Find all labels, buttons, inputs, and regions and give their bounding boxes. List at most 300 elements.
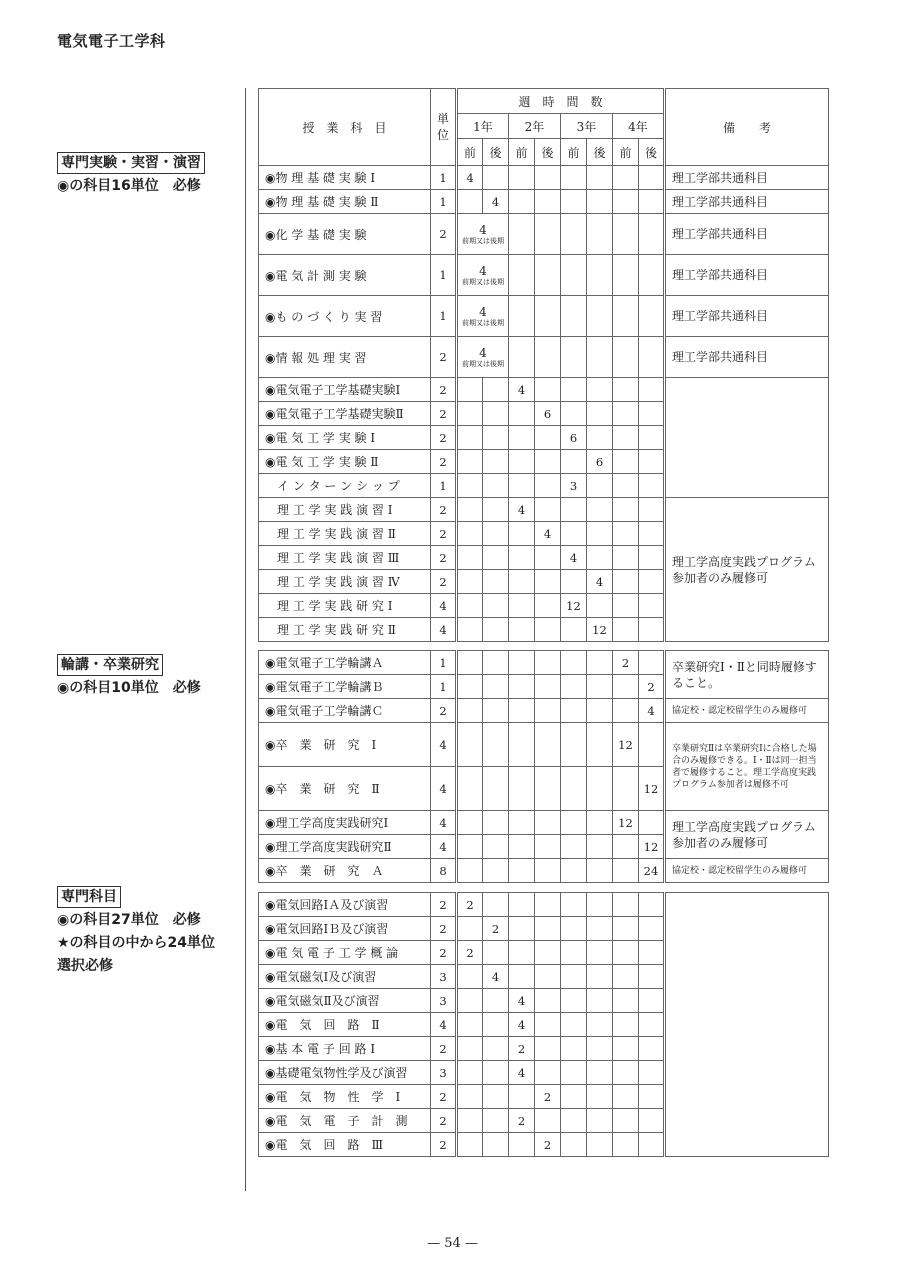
unit-count: 1	[431, 190, 457, 214]
hours-cell	[509, 699, 535, 723]
header-year-1: 1年	[457, 114, 509, 139]
hours-cell	[613, 1085, 639, 1109]
hours-cell	[483, 699, 509, 723]
unit-count: 1	[431, 166, 457, 190]
hours-cell: 4	[509, 378, 535, 402]
hours-cell	[509, 917, 535, 941]
hours-cell	[561, 402, 587, 426]
remark-cell: 協定校・認定校留学生のみ履修可	[665, 859, 829, 883]
hours-cell	[483, 675, 509, 699]
hours-cell	[457, 522, 483, 546]
hours-cell	[639, 1133, 665, 1157]
hours-cell	[561, 1109, 587, 1133]
hours-cell	[483, 723, 509, 767]
hours-cell	[535, 835, 561, 859]
hours-cell	[613, 1061, 639, 1085]
hours-cell: 4	[509, 989, 535, 1013]
hours-either-semester	[457, 255, 509, 296]
hours-cell	[613, 522, 639, 546]
unit-count: 2	[431, 450, 457, 474]
hours-cell	[535, 723, 561, 767]
hours-cell	[639, 214, 665, 255]
hours-cell: 4	[509, 498, 535, 522]
hours-cell	[509, 522, 535, 546]
hours-cell	[457, 378, 483, 402]
hours-cell: 2	[535, 1085, 561, 1109]
hours-cell	[457, 767, 483, 811]
hours-cell	[535, 214, 561, 255]
hours-cell: 4	[483, 965, 509, 989]
hours-cell	[613, 1013, 639, 1037]
hours-cell	[483, 570, 509, 594]
hours-cell	[509, 723, 535, 767]
unit-count: 2	[431, 337, 457, 378]
hours-cell	[639, 337, 665, 378]
unit-count: 2	[431, 546, 457, 570]
table-row	[259, 166, 829, 190]
header-weekly-hours: 週 時 間 数	[457, 89, 665, 114]
hours-cell	[535, 474, 561, 498]
unit-count: 2	[431, 699, 457, 723]
hours-cell	[561, 166, 587, 190]
subject-name: 理 工 学 実 践 演 習 Ⅱ	[259, 522, 431, 546]
hours-cell	[639, 1061, 665, 1085]
hours-note: 前期又は後期	[462, 236, 504, 245]
hours-cell	[561, 893, 587, 917]
hours-cell	[561, 1133, 587, 1157]
hours-cell	[587, 675, 613, 699]
hours-cell	[535, 917, 561, 941]
hours-cell	[457, 498, 483, 522]
hours-cell	[613, 378, 639, 402]
hours-cell	[613, 166, 639, 190]
subject-name: ◉電 気 回 路 Ⅱ	[259, 1013, 431, 1037]
hours-cell	[587, 402, 613, 426]
hours-cell	[587, 522, 613, 546]
hours-cell	[457, 450, 483, 474]
unit-count: 2	[431, 917, 457, 941]
section-title: 輪講・卒業研究	[57, 654, 163, 676]
page-number: — 54 —	[427, 1236, 478, 1251]
hours-cell: 12	[561, 594, 587, 618]
unit-count: 1	[431, 474, 457, 498]
hours-cell	[509, 1133, 535, 1157]
hours-cell	[639, 1037, 665, 1061]
unit-count: 4	[431, 835, 457, 859]
hours-cell	[613, 190, 639, 214]
unit-count: 2	[431, 1085, 457, 1109]
hours-cell	[639, 594, 665, 618]
subject-name: ◉電気回路ⅠＢ及び演習	[259, 917, 431, 941]
hours-cell	[639, 190, 665, 214]
hours-cell	[483, 1133, 509, 1157]
unit-count: 2	[431, 1133, 457, 1157]
hours-value: 4	[479, 222, 487, 237]
hours-cell	[457, 546, 483, 570]
hours-cell	[535, 337, 561, 378]
unit-count: 4	[431, 1013, 457, 1037]
hours-cell	[509, 570, 535, 594]
hours-cell	[587, 337, 613, 378]
hours-cell	[587, 767, 613, 811]
hours-cell	[613, 618, 639, 642]
header-semester: 前	[561, 139, 587, 166]
subject-name: 理 工 学 実 践 演 習 Ⅳ	[259, 570, 431, 594]
hours-cell	[457, 594, 483, 618]
subject-name: ◉電 気 回 路 Ⅲ	[259, 1133, 431, 1157]
hours-cell	[509, 835, 535, 859]
subject-name: ◉電気回路ⅠＡ及び演習	[259, 893, 431, 917]
hours-cell	[483, 474, 509, 498]
hours-cell	[613, 546, 639, 570]
hours-cell	[613, 474, 639, 498]
hours-cell	[613, 1133, 639, 1157]
hours-cell	[587, 699, 613, 723]
hours-cell: 4	[587, 570, 613, 594]
hours-cell	[509, 941, 535, 965]
hours-either-semester	[457, 296, 509, 337]
hours-cell	[509, 296, 535, 337]
hours-cell	[535, 893, 561, 917]
hours-cell	[457, 699, 483, 723]
subject-name: 理 工 学 実 践 研 究 Ⅰ	[259, 594, 431, 618]
subject-name: ◉情 報 処 理 実 習	[259, 337, 431, 378]
table-row	[259, 651, 829, 675]
hours-cell: 2	[509, 1037, 535, 1061]
remark-cell: 理工学高度実践プログラム参加者のみ履修可	[665, 811, 829, 859]
hours-cell	[561, 378, 587, 402]
hours-cell	[639, 941, 665, 965]
hours-cell	[483, 1037, 509, 1061]
hours-cell: 12	[613, 811, 639, 835]
remark-cell: 理工学部共通科目	[665, 337, 829, 378]
hours-cell	[535, 498, 561, 522]
hours-cell	[561, 835, 587, 859]
hours-cell	[483, 618, 509, 642]
unit-count: 1	[431, 675, 457, 699]
hours-cell	[457, 835, 483, 859]
hours-cell	[561, 618, 587, 642]
section-label-seminar	[57, 654, 201, 700]
table-row	[259, 893, 829, 917]
hours-cell: 2	[613, 651, 639, 675]
department-title: 電気電子工学科	[57, 32, 166, 50]
subject-name: ◉電 気 工 学 実 験 Ⅱ	[259, 450, 431, 474]
hours-cell	[535, 941, 561, 965]
subject-name: ◉基 本 電 子 回 路 Ⅰ	[259, 1037, 431, 1061]
curriculum-table-seminar	[258, 650, 829, 883]
hours-cell	[639, 546, 665, 570]
hours-cell	[457, 1109, 483, 1133]
hours-cell	[561, 651, 587, 675]
hours-cell	[613, 859, 639, 883]
hours-cell: 12	[639, 835, 665, 859]
hours-cell	[639, 474, 665, 498]
hours-cell	[613, 941, 639, 965]
subject-name: 理 工 学 実 践 演 習 Ⅲ	[259, 546, 431, 570]
hours-cell	[509, 675, 535, 699]
hours-cell	[509, 811, 535, 835]
hours-cell	[613, 675, 639, 699]
hours-cell	[639, 989, 665, 1013]
unit-count: 2	[431, 893, 457, 917]
hours-cell	[561, 917, 587, 941]
unit-count: 1	[431, 651, 457, 675]
hours-cell	[509, 546, 535, 570]
hours-cell	[535, 166, 561, 190]
hours-cell	[509, 450, 535, 474]
table-row	[259, 378, 829, 402]
table-row	[259, 699, 829, 723]
hours-cell	[561, 1085, 587, 1109]
hours-cell	[457, 859, 483, 883]
hours-cell	[561, 337, 587, 378]
hours-cell	[561, 296, 587, 337]
hours-cell	[613, 296, 639, 337]
subject-name: ◉電気電子工学輪講Ｂ	[259, 675, 431, 699]
hours-either-semester	[457, 214, 509, 255]
hours-cell	[509, 965, 535, 989]
hours-cell	[457, 474, 483, 498]
subject-name: ◉電気磁気Ⅱ及び演習	[259, 989, 431, 1013]
hours-cell: 2	[457, 941, 483, 965]
hours-value: 4	[479, 263, 487, 278]
hours-cell	[509, 190, 535, 214]
unit-count: 2	[431, 522, 457, 546]
hours-cell	[587, 989, 613, 1013]
hours-cell	[613, 426, 639, 450]
hours-cell	[509, 337, 535, 378]
hours-cell	[613, 965, 639, 989]
subject-name: ◉電 気 電 子 計 測	[259, 1109, 431, 1133]
hours-cell	[457, 1133, 483, 1157]
hours-note: 前期又は後期	[462, 277, 504, 286]
hours-cell: 12	[613, 723, 639, 767]
hours-cell	[561, 723, 587, 767]
subject-name: ◉理工学高度実践研究Ⅰ	[259, 811, 431, 835]
unit-count: 2	[431, 941, 457, 965]
section-title: 専門科目	[57, 886, 121, 908]
unit-count: 1	[431, 255, 457, 296]
hours-cell: 4	[483, 190, 509, 214]
hours-cell	[509, 859, 535, 883]
unit-count: 4	[431, 594, 457, 618]
hours-cell	[639, 1109, 665, 1133]
hours-cell	[483, 835, 509, 859]
hours-cell	[535, 699, 561, 723]
hours-cell	[457, 811, 483, 835]
subject-name: ◉電 気 電 子 工 学 概 論	[259, 941, 431, 965]
hours-cell	[457, 1061, 483, 1085]
subject-name: ◉理工学高度実践研究Ⅱ	[259, 835, 431, 859]
hours-cell	[639, 618, 665, 642]
remark-cell: 理工学部共通科目	[665, 166, 829, 190]
section-title: 専門実験・実習・演習	[57, 152, 205, 174]
hours-cell: 6	[561, 426, 587, 450]
hours-cell	[561, 570, 587, 594]
table-row	[259, 214, 829, 255]
hours-cell	[483, 378, 509, 402]
hours-cell	[535, 426, 561, 450]
hours-cell: 2	[509, 1109, 535, 1133]
subject-name: ◉電気電子工学輪講Ａ	[259, 651, 431, 675]
hours-cell	[535, 378, 561, 402]
hours-cell	[639, 811, 665, 835]
section-requirement: ★の科目の中から24単位	[57, 935, 216, 951]
hours-cell	[587, 1085, 613, 1109]
hours-cell	[509, 166, 535, 190]
hours-cell	[561, 1013, 587, 1037]
subject-name: ◉物 理 基 礎 実 験 Ⅰ	[259, 166, 431, 190]
hours-cell	[561, 767, 587, 811]
unit-count: 8	[431, 859, 457, 883]
hours-cell	[639, 1085, 665, 1109]
hours-cell	[587, 723, 613, 767]
subject-name: ◉電気電子工学基礎実験Ⅱ	[259, 402, 431, 426]
subject-name: ◉電気磁気Ⅰ及び演習	[259, 965, 431, 989]
hours-cell	[587, 190, 613, 214]
hours-cell: 2	[639, 675, 665, 699]
table-row	[259, 190, 829, 214]
unit-count: 2	[431, 1109, 457, 1133]
hours-cell	[639, 965, 665, 989]
hours-cell	[483, 811, 509, 835]
hours-cell: 6	[535, 402, 561, 426]
hours-cell	[483, 1109, 509, 1133]
unit-count: 2	[431, 426, 457, 450]
hours-cell	[535, 255, 561, 296]
hours-cell	[483, 767, 509, 811]
hours-cell: 12	[587, 618, 613, 642]
hours-cell	[457, 1085, 483, 1109]
hours-cell	[587, 594, 613, 618]
curriculum-table-experiments	[258, 88, 829, 642]
hours-cell	[613, 835, 639, 859]
section-requirement: ◉の科目10単位 必修	[57, 680, 201, 696]
table-row	[259, 723, 829, 767]
header-semester: 後	[639, 139, 665, 166]
hours-cell	[535, 965, 561, 989]
hours-cell	[509, 214, 535, 255]
hours-cell	[483, 893, 509, 917]
hours-cell	[509, 651, 535, 675]
unit-count: 2	[431, 402, 457, 426]
hours-cell	[535, 811, 561, 835]
unit-count: 2	[431, 214, 457, 255]
subject-name: ◉電気電子工学輪講Ｃ	[259, 699, 431, 723]
hours-cell	[457, 570, 483, 594]
hours-value: 4	[479, 345, 487, 360]
table-row	[259, 337, 829, 378]
hours-cell	[587, 1013, 613, 1037]
hours-cell	[613, 767, 639, 811]
hours-cell: 2	[483, 917, 509, 941]
hours-cell	[535, 570, 561, 594]
hours-cell	[613, 1037, 639, 1061]
hours-cell	[457, 1013, 483, 1037]
hours-cell: 4	[509, 1013, 535, 1037]
hours-cell	[639, 570, 665, 594]
unit-count: 3	[431, 1061, 457, 1085]
header-remarks: 備 考	[665, 89, 829, 166]
hours-cell	[639, 1013, 665, 1037]
hours-cell	[561, 965, 587, 989]
hours-cell	[509, 426, 535, 450]
subject-name: イ ン タ ー ン シ ッ プ	[259, 474, 431, 498]
hours-cell	[639, 522, 665, 546]
hours-cell	[587, 296, 613, 337]
hours-cell: 3	[561, 474, 587, 498]
hours-cell	[561, 989, 587, 1013]
hours-cell	[483, 166, 509, 190]
hours-cell	[483, 859, 509, 883]
section-label-major	[57, 886, 215, 978]
hours-cell	[535, 296, 561, 337]
hours-cell	[535, 859, 561, 883]
header-semester: 後	[535, 139, 561, 166]
hours-cell	[483, 546, 509, 570]
hours-cell	[587, 426, 613, 450]
section-requirement: ◉の科目16単位 必修	[57, 178, 201, 194]
subject-name: ◉卒 業 研 究 Ａ	[259, 859, 431, 883]
subject-name: ◉基礎電気物性学及び演習	[259, 1061, 431, 1085]
hours-cell	[639, 426, 665, 450]
table-row	[259, 296, 829, 337]
hours-cell	[587, 859, 613, 883]
remark-cell: 理工学部共通科目	[665, 296, 829, 337]
remark-cell: 理工学部共通科目	[665, 255, 829, 296]
hours-cell	[639, 498, 665, 522]
hours-cell	[587, 166, 613, 190]
hours-value: 4	[479, 304, 487, 319]
hours-cell	[587, 546, 613, 570]
subject-name: ◉電気電子工学基礎実験Ⅰ	[259, 378, 431, 402]
unit-count: 4	[431, 723, 457, 767]
hours-cell	[587, 214, 613, 255]
hours-cell	[561, 675, 587, 699]
hours-cell	[483, 450, 509, 474]
hours-cell	[561, 1061, 587, 1085]
unit-count: 3	[431, 989, 457, 1013]
hours-cell	[457, 723, 483, 767]
hours-cell	[561, 1037, 587, 1061]
hours-cell	[561, 498, 587, 522]
hours-cell	[535, 618, 561, 642]
table-row	[259, 811, 829, 835]
hours-cell	[613, 893, 639, 917]
hours-cell	[587, 965, 613, 989]
hours-cell: 4	[535, 522, 561, 546]
hours-cell	[639, 402, 665, 426]
hours-cell	[483, 402, 509, 426]
hours-cell	[509, 893, 535, 917]
hours-cell: 2	[535, 1133, 561, 1157]
hours-cell	[561, 811, 587, 835]
hours-cell	[535, 450, 561, 474]
remark-cell: 卒業研究Ⅱは卒業研究Ⅰに合格した場合のみ履修できる。Ⅰ・Ⅱは同一担当者で履修すること。理工学高度実践プログラム参加者は履修不可	[665, 723, 829, 811]
hours-cell	[535, 1061, 561, 1085]
hours-cell	[639, 296, 665, 337]
hours-cell	[561, 214, 587, 255]
hours-cell	[561, 859, 587, 883]
unit-count: 4	[431, 767, 457, 811]
hours-cell	[613, 699, 639, 723]
hours-cell	[587, 1037, 613, 1061]
hours-cell: 4	[457, 166, 483, 190]
hours-cell	[613, 450, 639, 474]
header-semester: 後	[587, 139, 613, 166]
hours-cell	[457, 965, 483, 989]
